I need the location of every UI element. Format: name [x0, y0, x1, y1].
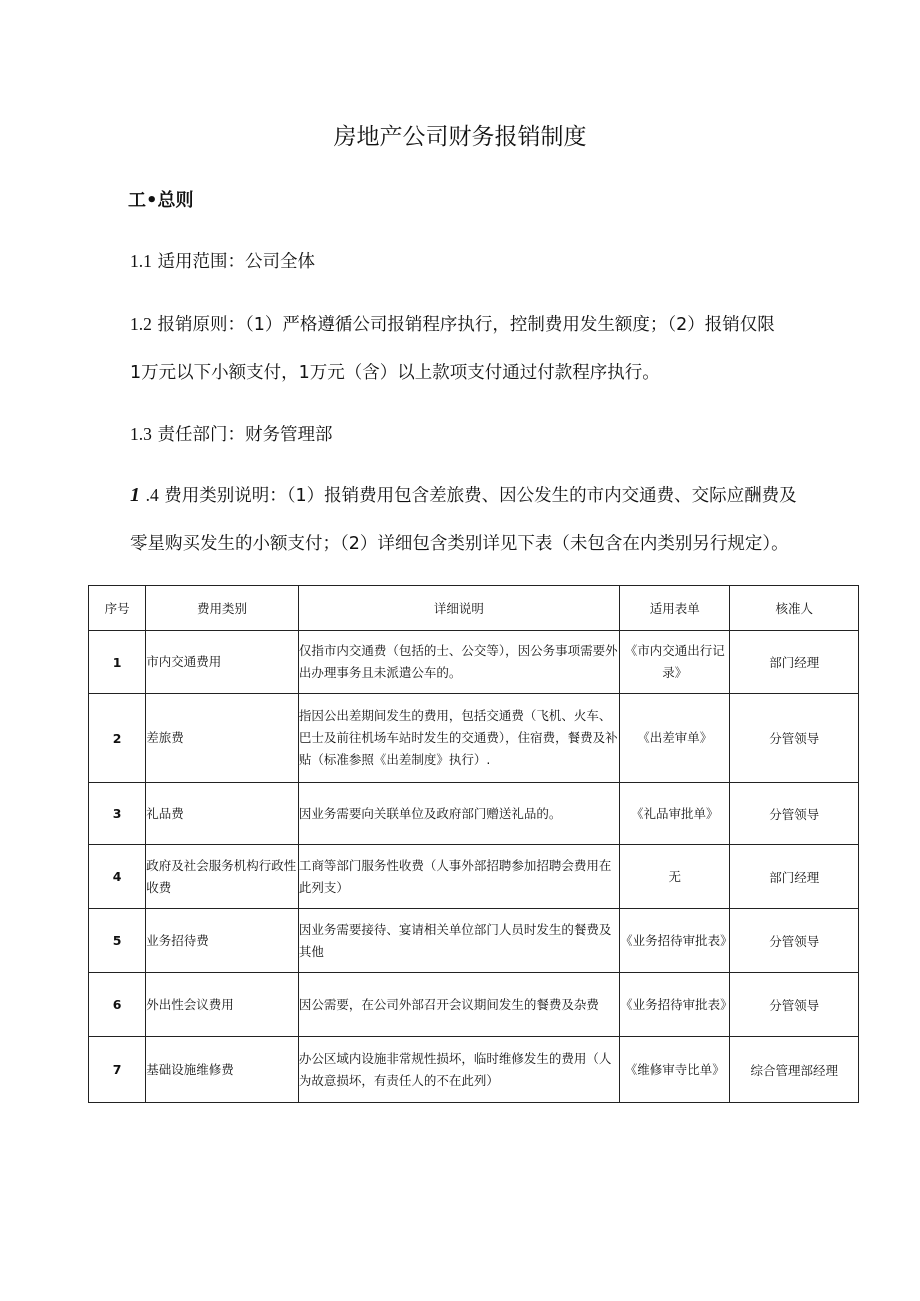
row-no: 6 [89, 973, 146, 1037]
row-desc: 工商等部门服务性收费（人事外部招聘参加招聘会费用在此列支） [298, 845, 619, 909]
row-no: 7 [89, 1037, 146, 1103]
row-type: 业务招待费 [146, 909, 299, 973]
row-approver: 分管领导 [730, 973, 859, 1037]
table-row [89, 783, 859, 845]
row-type: 市内交通费用 [146, 631, 299, 694]
row-approver: 部门经理 [730, 631, 859, 694]
row-approver: 综合管理部经理 [730, 1037, 859, 1103]
row-approver: 部门经理 [730, 845, 859, 909]
header-approver: 核准人 [730, 586, 859, 631]
page-title: 房地产公司财务报销制度 [333, 124, 587, 150]
section-heading: 工•总则 [128, 190, 194, 211]
clause-number-minor: .4 [145, 485, 159, 505]
row-form: 《市内交通出行记录》 [620, 631, 730, 694]
row-form: 《业务招待审批表》 [620, 909, 730, 973]
row-form: 无 [620, 845, 730, 909]
row-no: 3 [89, 783, 146, 845]
table-row [89, 909, 859, 973]
table-header-row [89, 586, 859, 631]
row-desc: 办公区域内设施非常规性损坏，临时维修发生的费用（人为故意损坏，有责任人的不在此列） [298, 1037, 619, 1103]
row-no: 5 [89, 909, 146, 973]
clause-1-4 [130, 482, 797, 507]
row-desc: 指因公出差期间发生的费用，包括交通费（飞机、火车、巴士及前往机场车站时发生的交通费），住宿费，餐费及补贴（标准参照《出差制度》执行）. [298, 694, 619, 783]
row-type: 外出性会议费用 [146, 973, 299, 1037]
table-row [89, 694, 859, 783]
row-desc: 因公需要，在公司外部召开会议期间发生的餐费及杂费 [298, 973, 619, 1037]
clause-text: 责任部门：财务管理部 [157, 425, 333, 445]
row-form: 《业务招待审批表》 [620, 973, 730, 1037]
clause-number: 1.2 [130, 314, 152, 334]
table-row [89, 1037, 859, 1103]
row-no: 1 [89, 631, 146, 694]
row-no: 4 [89, 845, 146, 909]
clause-text: 费用类别说明：（1）报销费用包含差旅费、因公发生的市内交通费、交际应酬费及 [164, 486, 797, 506]
clause-number: 1.1 [130, 251, 152, 271]
row-type: 政府及社会服务机构行政性收费 [146, 845, 299, 909]
clause-number: 1.3 [130, 424, 152, 444]
clause-text: 适用范围：公司全体 [157, 252, 315, 272]
row-desc: 因业务需要向关联单位及政府部门赠送礼品的。 [298, 783, 619, 845]
clause-1-4-continued: 零星购买发生的小额支付；（2）详细包含类别详见下表（未包含在内类别另行规定）。 [130, 534, 789, 554]
header-desc: 详细说明 [298, 586, 619, 631]
row-desc: 因业务需要接待、宴请相关单位部门人员时发生的餐费及其他 [298, 909, 619, 973]
row-form: 《礼品审批单》 [620, 783, 730, 845]
clause-number-major: 1 [130, 484, 140, 506]
row-approver: 分管领导 [730, 783, 859, 845]
table-row [89, 973, 859, 1037]
row-form: 《维修审寺比单》 [620, 1037, 730, 1103]
header-type: 费用类别 [146, 586, 299, 631]
row-type: 基础设施维修费 [146, 1037, 299, 1103]
row-type: 礼品费 [146, 783, 299, 845]
table-row [89, 845, 859, 909]
table-row [89, 631, 859, 694]
header-form: 适用表单 [620, 586, 730, 631]
row-no: 2 [89, 694, 146, 783]
clause-text: 报销原则：（1）严格遵循公司报销程序执行，控制费用发生额度；（2）报销仅限 [157, 315, 775, 335]
row-form: 《出差审单》 [620, 694, 730, 783]
header-no: 序号 [89, 586, 146, 631]
expense-category-table [88, 585, 859, 1103]
row-approver: 分管领导 [730, 909, 859, 973]
row-desc: 仅指市内交通费（包括的士、公交等），因公务事项需要外出办理事务且未派遣公车的。 [298, 631, 619, 694]
row-type: 差旅费 [146, 694, 299, 783]
clause-1-1 [130, 248, 315, 273]
clause-1-2 [130, 311, 775, 336]
clause-1-3 [130, 421, 332, 446]
row-approver: 分管领导 [730, 694, 859, 783]
clause-1-2-continued: 1万元以下小额支付，1万元（含）以上款项支付通过付款程序执行。 [130, 363, 660, 383]
